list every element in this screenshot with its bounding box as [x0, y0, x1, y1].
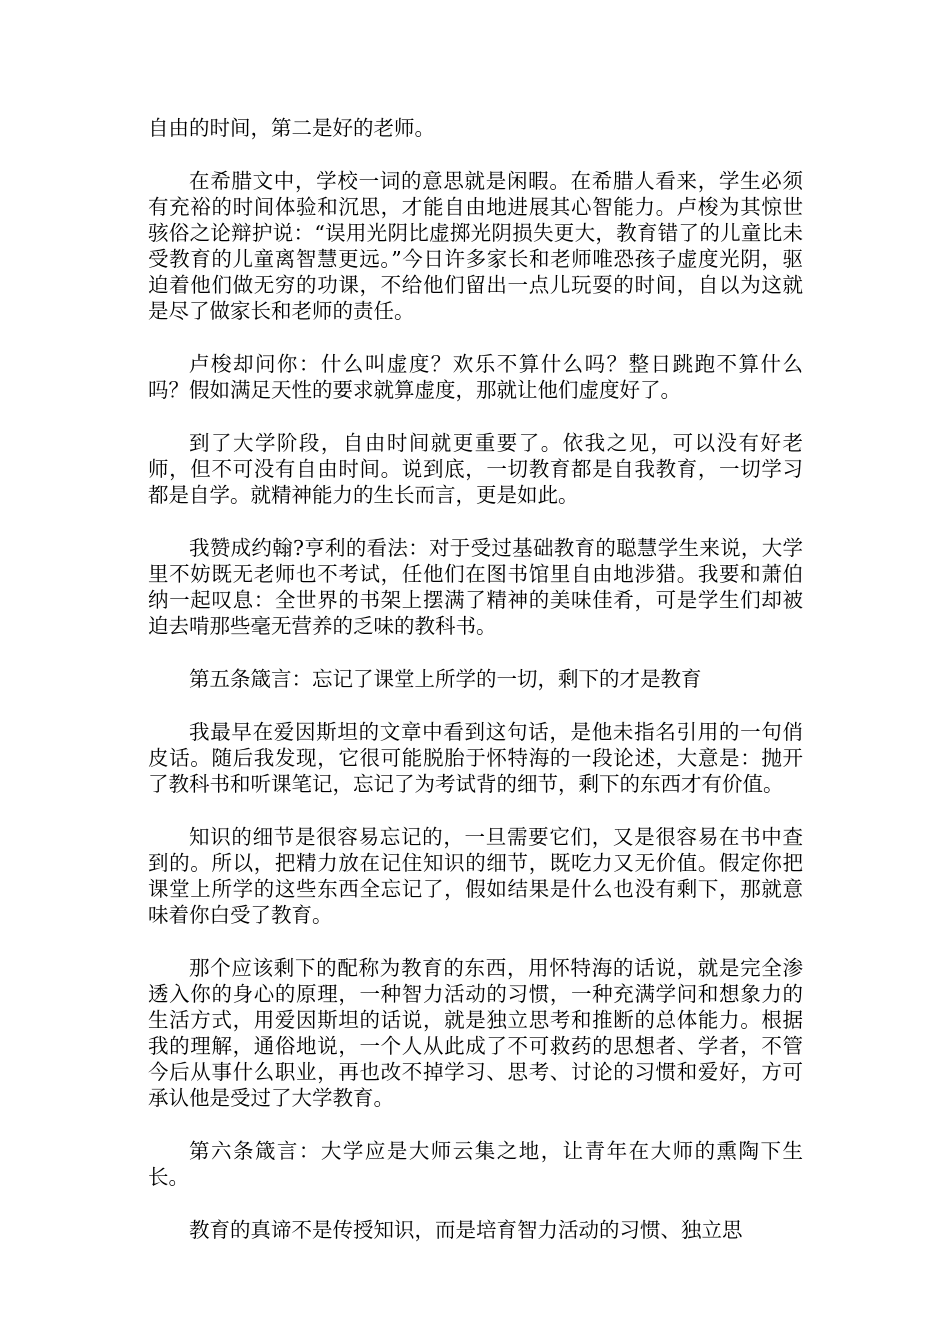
paragraph-greek-school: 在希腊文中，学校一词的意思就是闲暇。在希腊人看来，学生必须有充裕的时间体验和沉思，才能自由地进展其心智能力。卢梭为其惊世骇俗之论辩护说：“误用光阴比虚掷光阴损失更大，教育错了的儿童比未受教育的儿童离智慧更远。”今日许多家长和老师唯恐孩子虚度光阴，驱迫着他们做无穷的功课，不给他们留出一点儿玩耍的时间，自以为这就是尽了做家长和老师的责任。 [148, 169, 803, 323]
paragraph-continuation: 自由的时间，第二是好的老师。 [148, 116, 435, 140]
paragraph-essence-of-education: 教育的真谛不是传授知识，而是培育智力活动的习惯、独立思 [189, 1218, 743, 1242]
paragraph-rousseau-question: 卢梭却问你：什么叫虚度？欢乐不算什么吗？整日跳跑不算什么吗？假如满足天性的要求就算虚度，那就让他们虚度好了。 [148, 352, 803, 402]
paragraph-einstein-quote: 我最早在爱因斯坦的文章中看到这句话，是他未指名引用的一句俏皮话。随后我发现，它很可能脱胎于怀特海的一段论述，大意是：抛开了教科书和听课笔记，忘记了为考试背的细节，剩下的东西才有价值。 [148, 720, 803, 796]
document-page [148, 115, 803, 1270]
maxim-five-heading: 第五条箴言：忘记了课堂上所学的一切，剩下的才是教育 [189, 667, 702, 691]
paragraph-university-free-time: 到了大学阶段，自由时间就更重要了。依我之见，可以没有好老师，但不可没有自由时间。说到底，一切教育都是自我教育，一切学习都是自学。就精神能力的生长而言，更是如此。 [148, 431, 803, 507]
maxim-six-heading: 第六条箴言：大学应是大师云集之地，让青年在大师的熏陶下生长。 [148, 1139, 803, 1189]
paragraph-henry-view: 我赞成约翰?亨利的看法：对于受过基础教育的聪慧学生来说，大学里不妨既无老师也不考试，任他们在图书馆里自由地涉猎。我要和萧伯纳一起叹息：全世界的书架上摆满了精神的美味佳肴，可是学生们却被迫去啃那些毫无营养的乏味的教科书。 [148, 536, 803, 638]
paragraph-knowledge-details: 知识的细节是很容易忘记的，一旦需要它们，又是很容易在书中查到的。所以，把精力放在记住知识的细节，既吃力又无价值。假定你把课堂上所学的这些东西全忘记了，假如结果是什么也没有剩下，那就意味着你白受了教育。 [148, 825, 803, 927]
paragraph-what-remains: 那个应该剩下的配称为教育的东西，用怀特海的话说，就是完全渗透入你的身心的原理，一种智力活动的习惯，一种充满学问和想象力的生活方式，用爱因斯坦的话说，就是独立思考和推断的总体能力。根据我的理解，通俗地说，一个人从此成了不可救药的思想者、学者，不管今后从事什么职业，再也改不掉学习、思考、讨论的习惯和爱好，方可承认他是受过了大学教育。 [148, 956, 803, 1110]
